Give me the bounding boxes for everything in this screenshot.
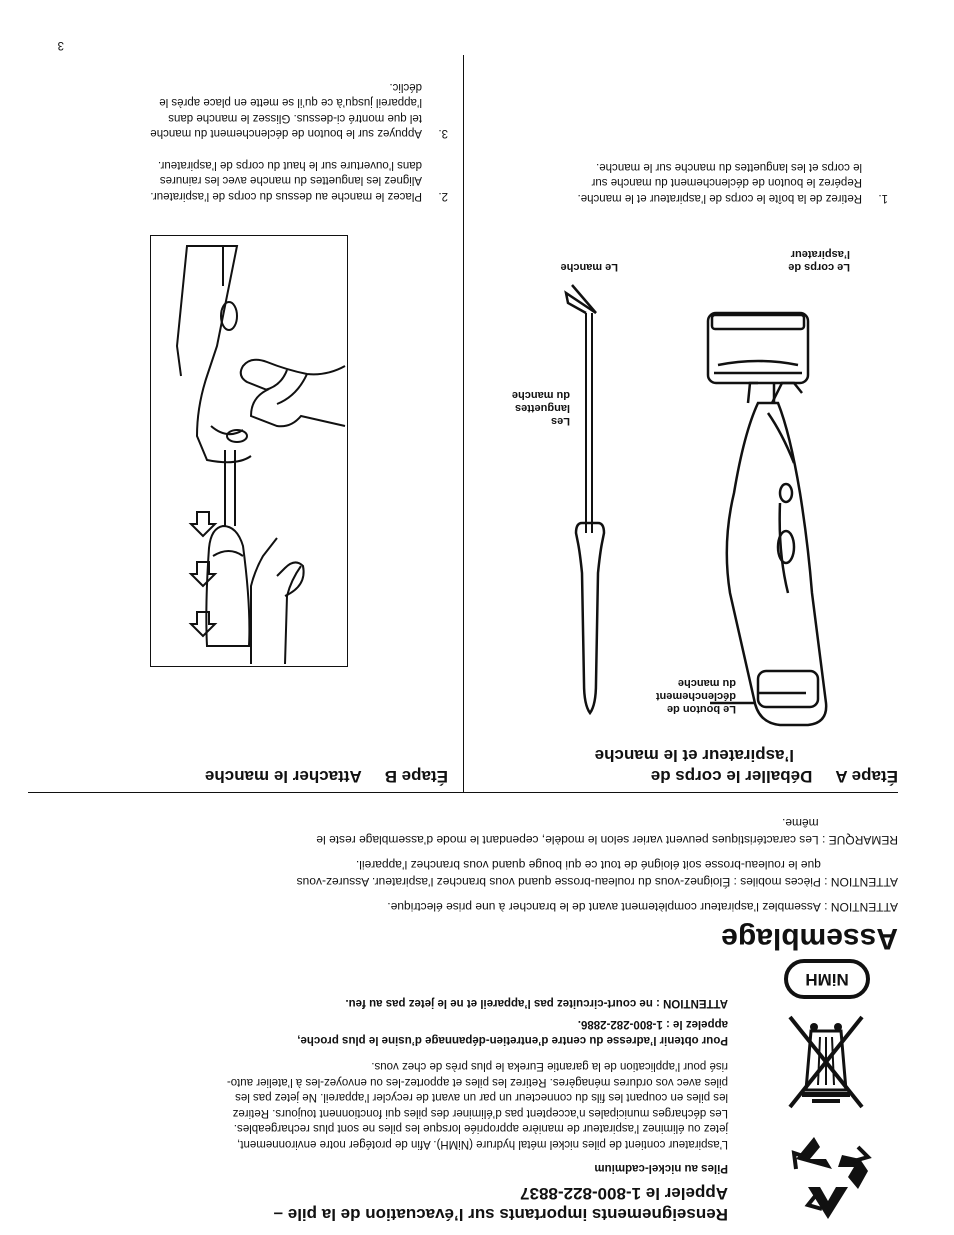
label-body: [788, 247, 850, 273]
instruction-line: dans l’ouverture sur le haut du corps de l’aspirateur.: [157, 159, 422, 171]
horizontal-divider: [28, 792, 898, 793]
note-key: ATTENTION :: [820, 900, 898, 914]
note-row: [38, 814, 898, 848]
instruction-line: tel que montré ci-dessus. Glissez le manche dans: [168, 112, 422, 124]
instruction-item: [28, 79, 448, 141]
assembly-title: Assemblage: [721, 922, 898, 955]
note-key: REMARQUE :: [818, 833, 898, 847]
note-line: Pièces mobiles : Éloignez-vous du rouleau-brosse quand vous branchez l’aspirateur. Assurez-vous: [296, 875, 821, 889]
instruction-line: Appuyez sur le bouton de déclenchement du manche: [150, 127, 422, 140]
instruction-number: 2.: [438, 190, 448, 202]
battery-warning-line: ATTENTION : ne court-circuitez pas l’appareil et ne le jetez pas au feu.: [345, 997, 728, 1009]
vertical-divider: [463, 55, 464, 792]
instruction-item: [478, 159, 888, 206]
battery-body-line: L’aspirateur contient de piles nickel métal hydrure (NiMH). Afin de protéger notre environnement,: [237, 1138, 728, 1150]
label-line: languettes: [514, 402, 570, 414]
note-line: que le rouleau-brosse soit éloigné de tout ce qui bouge quand vous branchez l’appareil.: [355, 858, 821, 872]
label-line: du manche: [677, 677, 736, 689]
recycle-icon: [778, 1129, 878, 1229]
label-tabs: [512, 388, 570, 427]
instruction-line: Alignez les languettes du manche avec les rainures: [159, 174, 422, 187]
instruction-number: 3.: [438, 127, 448, 140]
step-a-title-line2: l’aspirateur et le manche: [594, 746, 794, 765]
step-b-illustration: [150, 235, 348, 667]
step-a-illustration: [478, 283, 898, 733]
note-key: ATTENTION :: [820, 875, 898, 889]
note-line: même.: [781, 816, 819, 830]
instruction-line: Repérez le bouton de déclenchement du manche sur: [591, 176, 862, 189]
label-line: Le corps de: [788, 261, 850, 273]
label-line: déclenchement: [655, 690, 736, 702]
instruction-number: 1.: [878, 192, 888, 204]
note-line: Assemblez l’aspirateur complètement avant de le brancher à une prise électrique.: [387, 900, 821, 914]
instruction-line: Placez le manche au dessus du corps de l’aspirateur.: [150, 190, 422, 202]
note-row: [38, 898, 898, 915]
battery-body: [18, 1058, 728, 1151]
instruction-line: le corps et les languettes du manche sur le manche.: [596, 161, 862, 173]
battery-title-line1: Renseignements importants sur l’évacuation de la pile –: [273, 1205, 728, 1224]
step-a-title-line1: Étape A Déballer le corps de: [650, 767, 898, 786]
step-a-title: [478, 745, 898, 787]
label-line: du manche: [511, 389, 570, 401]
label-line: l’aspirateur: [790, 248, 850, 260]
step-b-title: Étape B Attacher le manche: [204, 767, 448, 786]
battery-contact: [18, 995, 728, 1048]
battery-body-line: risé pour l’application de la garantie Eureka le plus près de chez vous.: [371, 1060, 728, 1073]
battery-title-line2: Appeler le 1-800-822-8837: [520, 1184, 728, 1203]
label-handle: Le manche: [560, 261, 618, 273]
battery-body-line: jetez ou éliminez l’aspirateur de manière appropriée lorsque les piles ne sont plus rechargeables.: [233, 1122, 728, 1135]
instruction-item: [28, 157, 448, 204]
label-release-button: [656, 676, 736, 715]
assembly-notes: [38, 814, 898, 915]
step-b-instructions: [28, 79, 448, 204]
battery-body-line: piles avec vos ordures ménagères. Retirez les piles et apportez-les ou envoyez-les à l’atelier auto-: [226, 1076, 728, 1088]
crossed-bin-icon: [776, 1005, 876, 1117]
battery-contact-line: appelez le : 1-800-282-2886.: [577, 1018, 728, 1031]
attach-handle-drawing: [177, 246, 345, 664]
instruction-line: Retirez de la boîte le corps de l’aspirateur et le manche.: [577, 192, 862, 204]
note-row: [38, 856, 898, 890]
battery-subtitle: Piles au nickel-cadmium: [594, 1162, 728, 1174]
label-line: Le bouton de: [666, 703, 736, 715]
label-line: Les: [551, 415, 570, 427]
handle-drawing: [566, 285, 604, 713]
note-line: Les caractéristiques peuvent varier selon le modèle, cependant le mode d’assemblage reste le: [316, 833, 819, 847]
instruction-line: l’appareil jusqu’à ce qu’il se mette en place après le: [159, 96, 422, 109]
battery-body-line: les piles en coupant les fils du connecteur un par un avant de recycler l’appareil. Ne jetez pas les: [235, 1091, 728, 1104]
instruction-line: déclic.: [389, 81, 422, 93]
battery-title: [18, 1183, 728, 1225]
battery-contact-line: Pour obtenir l’adresse du centre d’entretien-dépannage d’usine le plus proche,: [297, 1034, 728, 1046]
page-number: 3: [57, 39, 64, 51]
battery-body-line: Les décharges municipales n’acceptent pas d’éliminer des piles qui fonctionnent toujours. Retirez: [232, 1107, 728, 1119]
nimh-badge-text: NiMH: [805, 970, 849, 989]
nimh-badge: [784, 959, 870, 999]
vacuum-body-drawing: [708, 313, 826, 725]
step-a-instructions: [478, 159, 888, 206]
